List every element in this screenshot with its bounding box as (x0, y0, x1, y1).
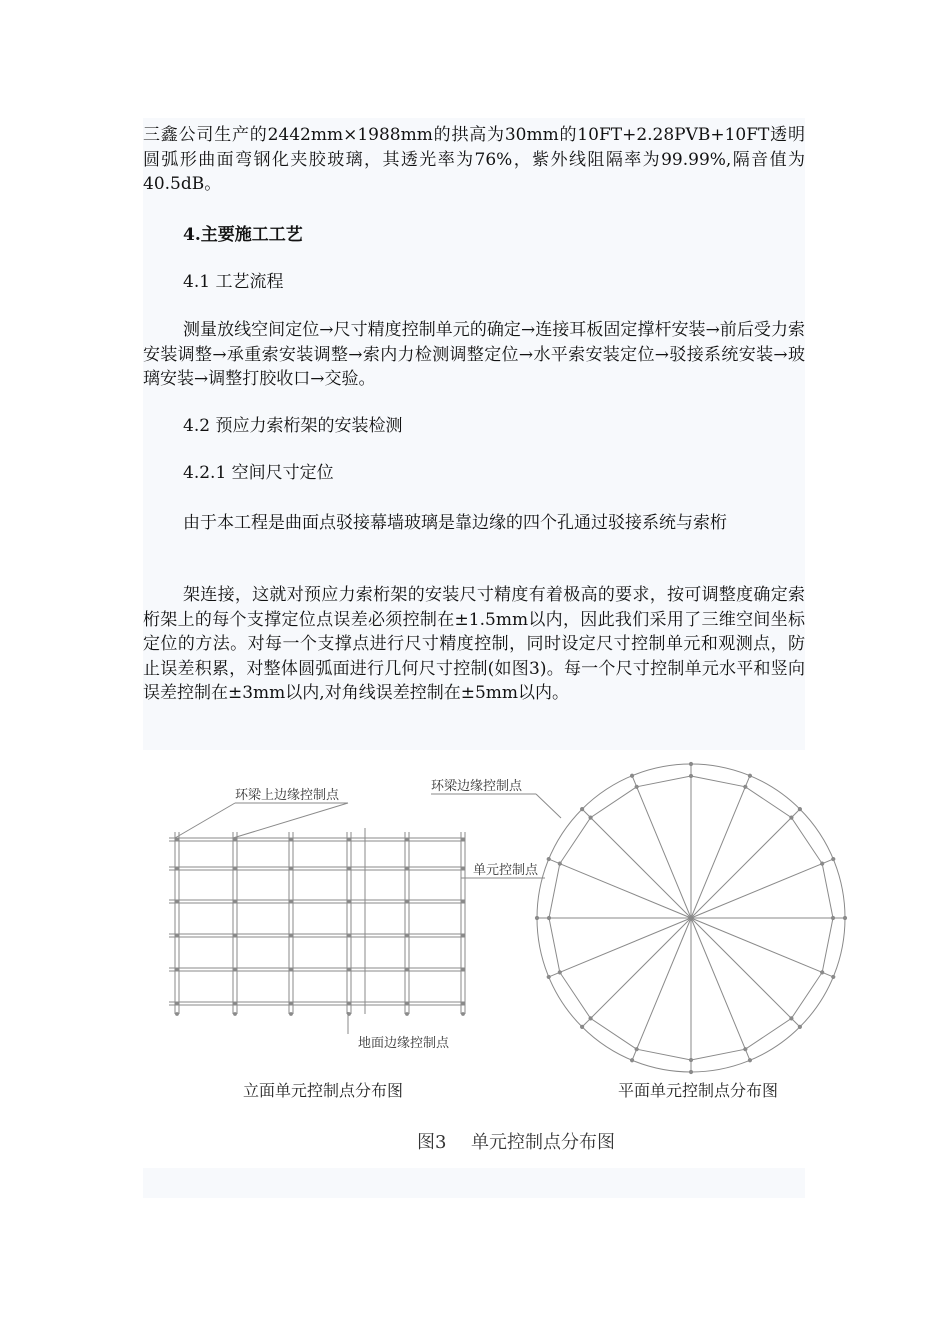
ring-edge-point (843, 916, 846, 919)
unit-control-point (176, 838, 179, 841)
radial-line (691, 776, 750, 918)
radial-line (691, 809, 800, 918)
paragraph-process-flow: 测量放线空间定位→尺寸精度控制单元的确定→连接耳板固定撑杆安装→前后受力索安装调整→承重索安装调整→索内力检测调整定位→水平索安装定位→驳接系统安装→玻璃安装→调整打胶收口→交验。 (143, 320, 805, 389)
leader-line (536, 794, 561, 818)
figure-caption: 单元控制点分布图 (471, 1132, 615, 1153)
paragraph-glass-spec: 三鑫公司生产的2442mm×1988mm的拱高为30mm的10FT+2.28PVB+10FT透明圆弧形曲面弯钢化夹胶玻璃，其透光率为76%，紫外线阻隔率为99.99%,隔音值为40.5dB。 (143, 125, 805, 194)
ring-edge-point (581, 1025, 584, 1028)
unit-control-point (234, 1002, 237, 1005)
label-unit-point: 单元控制点 (473, 863, 539, 878)
unit-control-point (462, 934, 465, 937)
ring-edge-point (689, 1070, 692, 1073)
unit-control-point (348, 1002, 351, 1005)
label-ground-edge: 地面边缘控制点 (358, 1036, 450, 1051)
ring-edge-point (798, 808, 801, 811)
elevation-grid (169, 828, 465, 1015)
radial-line (691, 918, 800, 1027)
unit-control-point (176, 1002, 179, 1005)
unit-control-point (406, 934, 409, 937)
ground-edge-point (176, 1013, 179, 1016)
unit-control-point (234, 838, 237, 841)
unit-control-point (462, 1002, 465, 1005)
section-heading-4-1: 4.1 工艺流程 (183, 272, 284, 292)
paragraph-positioning-detail: 架连接，这就对预应力索桁架的安装尺寸精度有着极高的要求，按可调整度确定索桁架上的每个支撑定位点误差必须控制在±1.5mm以内，因此我们采用了三维空间坐标定位的方法。对每一个支撑点进行尺寸精度控制，同时设定尺寸控制单元和观测点，防止误差积累，对整体圆弧面进行几何尺寸控制(如图3)。每一个尺寸控制单元水平和竖向误差控制在±3mm以内,对角线误差控制在±5mm以内。 (143, 585, 805, 703)
unit-control-point (406, 900, 409, 903)
ring-edge-point (798, 1025, 801, 1028)
ring-edge-point (630, 774, 633, 777)
section-heading-4-2-1: 4.2.1 空间尺寸定位 (183, 463, 334, 483)
unit-control-point (290, 867, 293, 870)
unit-control-point (462, 838, 465, 841)
unit-control-point (290, 838, 293, 841)
unit-control-point (462, 968, 465, 971)
ring-edge-point (689, 762, 692, 765)
unit-control-point (462, 867, 465, 870)
figure-number: 图3 (417, 1132, 447, 1153)
radial-line (632, 776, 691, 918)
unit-control-point (290, 934, 293, 937)
ring-edge-point (630, 1059, 633, 1062)
unit-control-point (234, 900, 237, 903)
center-point (689, 916, 693, 920)
ring-edge-point (535, 916, 538, 919)
unit-control-point (406, 1002, 409, 1005)
ring-edge-point (581, 808, 584, 811)
ring-edge-point (547, 975, 550, 978)
unit-control-point (348, 838, 351, 841)
unit-control-point (348, 968, 351, 971)
unit-control-point (348, 900, 351, 903)
radial-line (549, 918, 691, 977)
caption-elevation: 立面单元控制点分布图 (243, 1081, 404, 1100)
figure-control-points (143, 760, 853, 1160)
ground-edge-point (234, 1013, 237, 1016)
ground-edge-point (462, 1013, 465, 1016)
leader-line (175, 803, 235, 838)
unit-control-point (406, 867, 409, 870)
paragraph-positioning-intro: 由于本工程是曲面点驳接幕墙玻璃是靠边缘的四个孔通过驳接系统与索桁 (183, 513, 727, 533)
ring-edge-point (547, 857, 550, 860)
unit-control-point (234, 867, 237, 870)
radial-line (549, 859, 691, 918)
radial-line (691, 918, 750, 1060)
radial-line (632, 918, 691, 1060)
unit-control-point (234, 968, 237, 971)
unit-control-point (176, 867, 179, 870)
ring-edge-point (748, 774, 751, 777)
radial-line (582, 809, 691, 918)
radial-line (582, 918, 691, 1027)
radial-line (691, 918, 833, 977)
ground-edge-point (406, 1013, 409, 1016)
unit-control-point (290, 1002, 293, 1005)
unit-control-point (406, 838, 409, 841)
unit-control-point (348, 934, 351, 937)
label-ring-beam-edge: 环梁边缘控制点 (431, 779, 523, 794)
figure-bottom-band (143, 1168, 805, 1198)
unit-control-point (290, 900, 293, 903)
ring-edge-point (832, 857, 835, 860)
unit-control-point (406, 968, 409, 971)
unit-control-point (176, 900, 179, 903)
unit-control-point (176, 934, 179, 937)
caption-plan: 平面单元控制点分布图 (618, 1081, 779, 1100)
plan-circle (535, 762, 846, 1073)
label-ring-beam-top: 环梁上边缘控制点 (235, 788, 340, 803)
unit-control-point (290, 968, 293, 971)
unit-control-point (348, 867, 351, 870)
section-heading-4: 4.主要施工工艺 (183, 225, 303, 245)
section-heading-4-2: 4.2 预应力索桁架的安装检测 (183, 416, 403, 436)
ring-edge-point (748, 1059, 751, 1062)
radial-line (691, 859, 833, 918)
ring-edge-point (832, 975, 835, 978)
unit-control-point (462, 900, 465, 903)
leader-line (233, 803, 348, 838)
unit-control-point (176, 968, 179, 971)
ground-edge-point (290, 1013, 293, 1016)
unit-control-point (234, 934, 237, 937)
